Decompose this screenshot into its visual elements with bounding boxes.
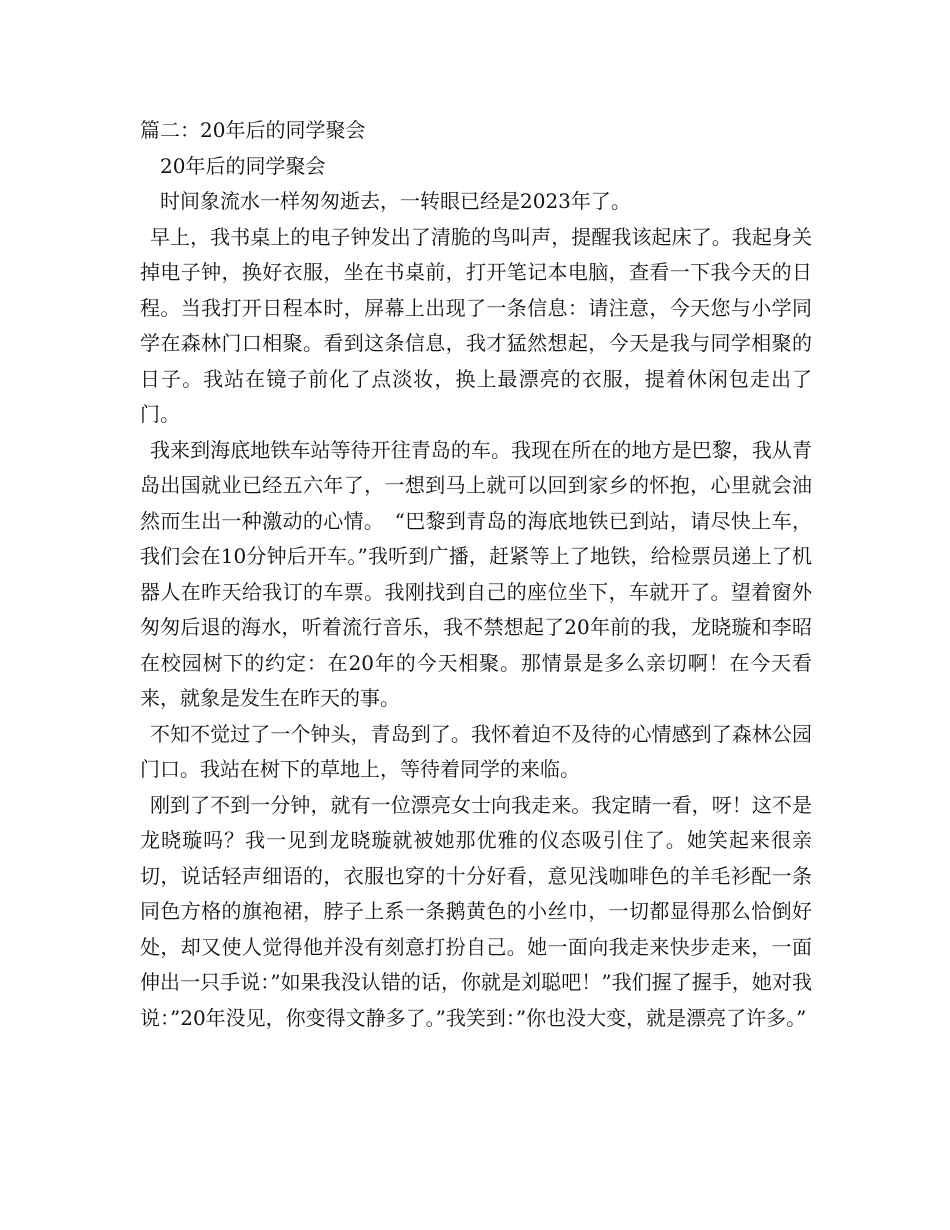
document-subtitle: 20年后的同学聚会 — [160, 153, 326, 178]
paragraph-1: 时间象流水一样匆匆逝去，一转眼已经是2023年了。 — [160, 189, 631, 213]
paragraph-4: 不知不觉过了一个钟头，青岛到了。我怀着迫不及待的心情感到了森林公园门口。我站在树下的草地上，等待着同学的来临。 — [140, 721, 812, 781]
paragraph-2: 早上，我书桌上的电子钟发出了清脆的鸟叫声，提醒我该起床了。我起身关掉电子钟，换好衣服，坐在书桌前，打开笔记本电脑，查看一下我今天的日程。当我打开日程本时，屏幕上出现了一条信息：请注意，今天您与小学同学在森林门口相聚。看到这条信息，我才猛然想起，今天是我与同学相聚的日子。我站在镜子前化了点淡妆，换上最漂亮的衣服，提着休闲包走出了门。 — [140, 224, 812, 426]
paragraph-3: 我来到海底地铁车站等待开往青岛的车。我现在所在的地方是巴黎，我从青岛出国就业已经五六年了，一想到马上就可以回到家乡的怀抱，心里就会油然而生出一种激动的心情。 “巴黎到青岛的海底地铁已到站，请尽快上车，我们会在10分钟后开车。”我听到广播，赶紧等上了地铁，给检票员递上了机器人在昨天给我订的车票。我刚找到自己的座位坐下，车就开了。望着窗外匆匆后退的海水，听着流行音乐，我不禁想起了20年前的我，龙晓璇和李昭在校园树下的约定：在20年的今天相聚。那情景是多么亲切啊！在今天看来，就象是发生在昨天的事。 — [140, 437, 812, 710]
document-title: 篇二：20年后的同学聚会 — [140, 118, 366, 142]
paragraph-5: 刚到了不到一分钟，就有一位漂亮女士向我走来。我定睛一看，呀！这不是龙晓璇吗？我一见到龙晓璇就被她那优雅的仪态吸引住了。她笑起来很亲切，说话轻声细语的，衣服也穿的十分好看，意见浅咖啡色的羊毛衫配一条同色方格的旗袍裙，脖子上系一条鹅黄色的小丝巾，一切都显得那么恰倒好处，却又使人觉得他并没有刻意打扮自己。她一面向我走来快步走来，一面伸出一只手说：”如果我没认错的话，你就是刘聪吧！”我们握了握手，她对我说：”20年没见，你变得文静多了。”我笑到：”你也没大变，就是漂亮了许多。” — [140, 792, 812, 1030]
document-page — [140, 113, 812, 1036]
